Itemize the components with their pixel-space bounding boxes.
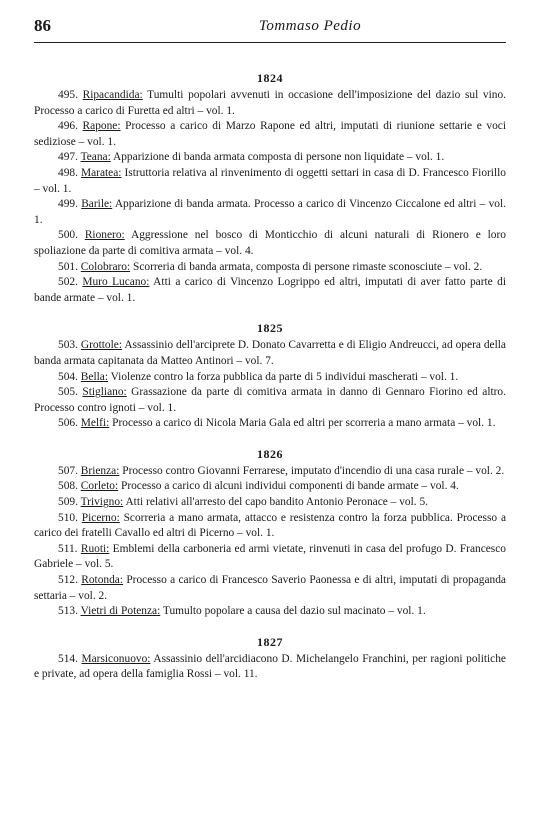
archive-entry: [34, 88, 506, 119]
entry-place: Muro Lucano:: [82, 276, 150, 289]
entry-number: 505.: [58, 386, 78, 399]
entry-text: Apparizione di banda armata composta di persone non liquidate – vol. 1.: [110, 151, 445, 164]
entry-number: 506.: [58, 417, 78, 430]
entry-text: Processo contro Giovanni Ferrarese, imputato d'incendio di una casa rurale – vol. 2.: [119, 464, 505, 477]
entry-number: 497.: [58, 151, 78, 164]
entry-place: Stigliano:: [82, 386, 127, 399]
entry-text: Assassinio dell'arciprete D. Donato Cavarretta e di Eligio Andreucci, ad opera della banda armata capitanata da Matteo Antinori – vol. 7.: [34, 339, 506, 367]
archive-entry: [34, 260, 506, 276]
entry-place: Brienza:: [80, 464, 120, 477]
entry-place: Picerno:: [81, 511, 120, 524]
entry-text: Processo a carico di alcuni individui componenti di bande armate – vol. 4.: [118, 480, 459, 493]
entry-number: 513.: [58, 605, 78, 618]
entry-place: Rotonda:: [81, 574, 124, 587]
archive-entry: [34, 464, 506, 480]
archive-entry: [34, 150, 506, 166]
entry-place: Rapone:: [82, 120, 121, 133]
entry-number: 496.: [58, 120, 78, 133]
archive-entry: [34, 542, 506, 573]
archive-entry: [34, 370, 506, 386]
page-number: 86: [34, 16, 51, 35]
entry-number: 509.: [58, 496, 78, 509]
entry-number: 508.: [58, 480, 78, 493]
entry-text: Atti a carico di Vincenzo Logrippo ed altri, imputati di aver fatto parte di bande armate – vol. 1.: [34, 276, 506, 304]
entry-text: Grassazione da parte di comitiva armata in danno di Gennaro Fiorino ed altro. Processo contro ignoti – vol. 1.: [34, 386, 506, 414]
entry-place: Teana:: [80, 151, 111, 164]
entry-place: Barile:: [81, 198, 113, 211]
entry-number: 510.: [58, 511, 78, 524]
entry-place: Bella:: [80, 370, 108, 383]
entry-text: Scorreria di banda armata, composta di persone rimaste sconosciute – vol. 2.: [130, 260, 483, 273]
year-heading: 1826: [257, 446, 283, 461]
entry-text: Processo a carico di Nicola Maria Gala ed altri per scorreria a mano armata – vol. 1.: [109, 417, 496, 430]
archive-entry: [34, 385, 506, 416]
archive-entry: [34, 416, 506, 432]
entry-place: Rionero:: [84, 229, 125, 242]
entry-place: Colobraro:: [80, 260, 131, 273]
entry-place: Trivigno:: [80, 496, 124, 509]
entry-text: Apparizione di banda armata. Processo a carico di Vincenzo Ciccalone ed altri – vol. 1.: [34, 198, 506, 226]
entry-number: 502.: [58, 276, 78, 289]
archive-entry: [34, 652, 506, 683]
entry-text: Assassinio dell'arcidiacono D. Michelangelo Franchini, per ragioni politiche e private, ad opera della famiglia Rossi – vol. 11.: [34, 652, 506, 681]
entry-text: Scorreria a mano armata, attacco e resistenza contro la forza pubblica. Processo a carico dei fratelli Cavallo ed altri di Picerno – vol. 1.: [34, 511, 507, 540]
entry-text: Tumulto popolare a causa del dazio sul macinato – vol. 1.: [160, 605, 426, 618]
page-header: [34, 16, 506, 43]
entry-text: Aggressione nel bosco di Monticchio di alcuni naturali di Rionero e loro spoliazione da parte di comitiva armata – vol. 4.: [34, 229, 506, 257]
year-heading: 1827: [257, 634, 283, 649]
entry-place: Corleto:: [80, 480, 119, 493]
entry-number: 500.: [58, 229, 78, 242]
entry-number: 495.: [58, 89, 78, 101]
entry-place: Marsiconuovo:: [81, 652, 151, 665]
archive-entry: [34, 166, 506, 197]
running-title: Tommaso Pedio: [258, 18, 362, 34]
entry-place: Vietri di Potenza:: [80, 605, 161, 618]
entry-place: Maratea:: [80, 166, 122, 179]
archive-entry: [34, 479, 506, 495]
entry-place: Ruoti:: [80, 542, 110, 555]
entry-text: Atti relativi all'arresto del capo bandito Antonio Peronace – vol. 5.: [123, 496, 429, 509]
archive-entry: [34, 338, 506, 369]
archive-entry: [34, 197, 506, 228]
entry-text: Processo a carico di Francesco Saverio Paonessa e di altri, imputati di propaganda settaria – vol. 2.: [34, 574, 506, 602]
entry-number: 499.: [58, 198, 78, 211]
archive-entry: [34, 604, 506, 620]
entry-number: 504.: [58, 370, 78, 383]
archive-entry: [34, 275, 506, 306]
entry-place: Grottole:: [80, 339, 123, 352]
archive-entry: [34, 228, 506, 259]
entry-place: Ripacandida:: [82, 89, 143, 101]
entry-place: Melfi:: [80, 417, 110, 430]
entry-text: Istruttoria relativa al rinvenimento di oggetti settari in casa di D. Francesco Fiorillo – vol. 1.: [34, 166, 506, 195]
year-heading: 1824: [257, 71, 283, 85]
year-heading: 1825: [257, 321, 283, 336]
entry-number: 507.: [58, 464, 78, 477]
entry-number: 501.: [58, 260, 78, 273]
archive-entry: [34, 573, 506, 604]
entry-text: Emblemi della carboneria ed armi vietate, rinvenuti in casa del profugo D. Francesco Gabriele – vol. 5.: [34, 542, 506, 571]
archive-entry: [34, 119, 506, 150]
entry-text: Processo a carico di Marzo Rapone ed altri, imputati di riunione settarie e voci sediziose – vol. 1.: [34, 120, 506, 148]
archive-entry: [34, 511, 506, 542]
entry-number: 498.: [58, 166, 78, 179]
entry-number: 503.: [58, 339, 78, 352]
entry-number: 511.: [58, 542, 78, 555]
entry-number: 514.: [58, 652, 78, 665]
archive-entry: [34, 495, 506, 511]
entry-text: Violenze contro la forza pubblica da parte di 5 individui mascherati – vol. 1.: [108, 370, 459, 383]
document-body: [34, 68, 506, 683]
entry-number: 512.: [58, 574, 78, 587]
entry-text: Tumulti popolari avvenuti in occasione dell'imposizione del dazio sul vino. Processo a carico di Furetta ed altri – vol. 1.: [34, 89, 506, 117]
